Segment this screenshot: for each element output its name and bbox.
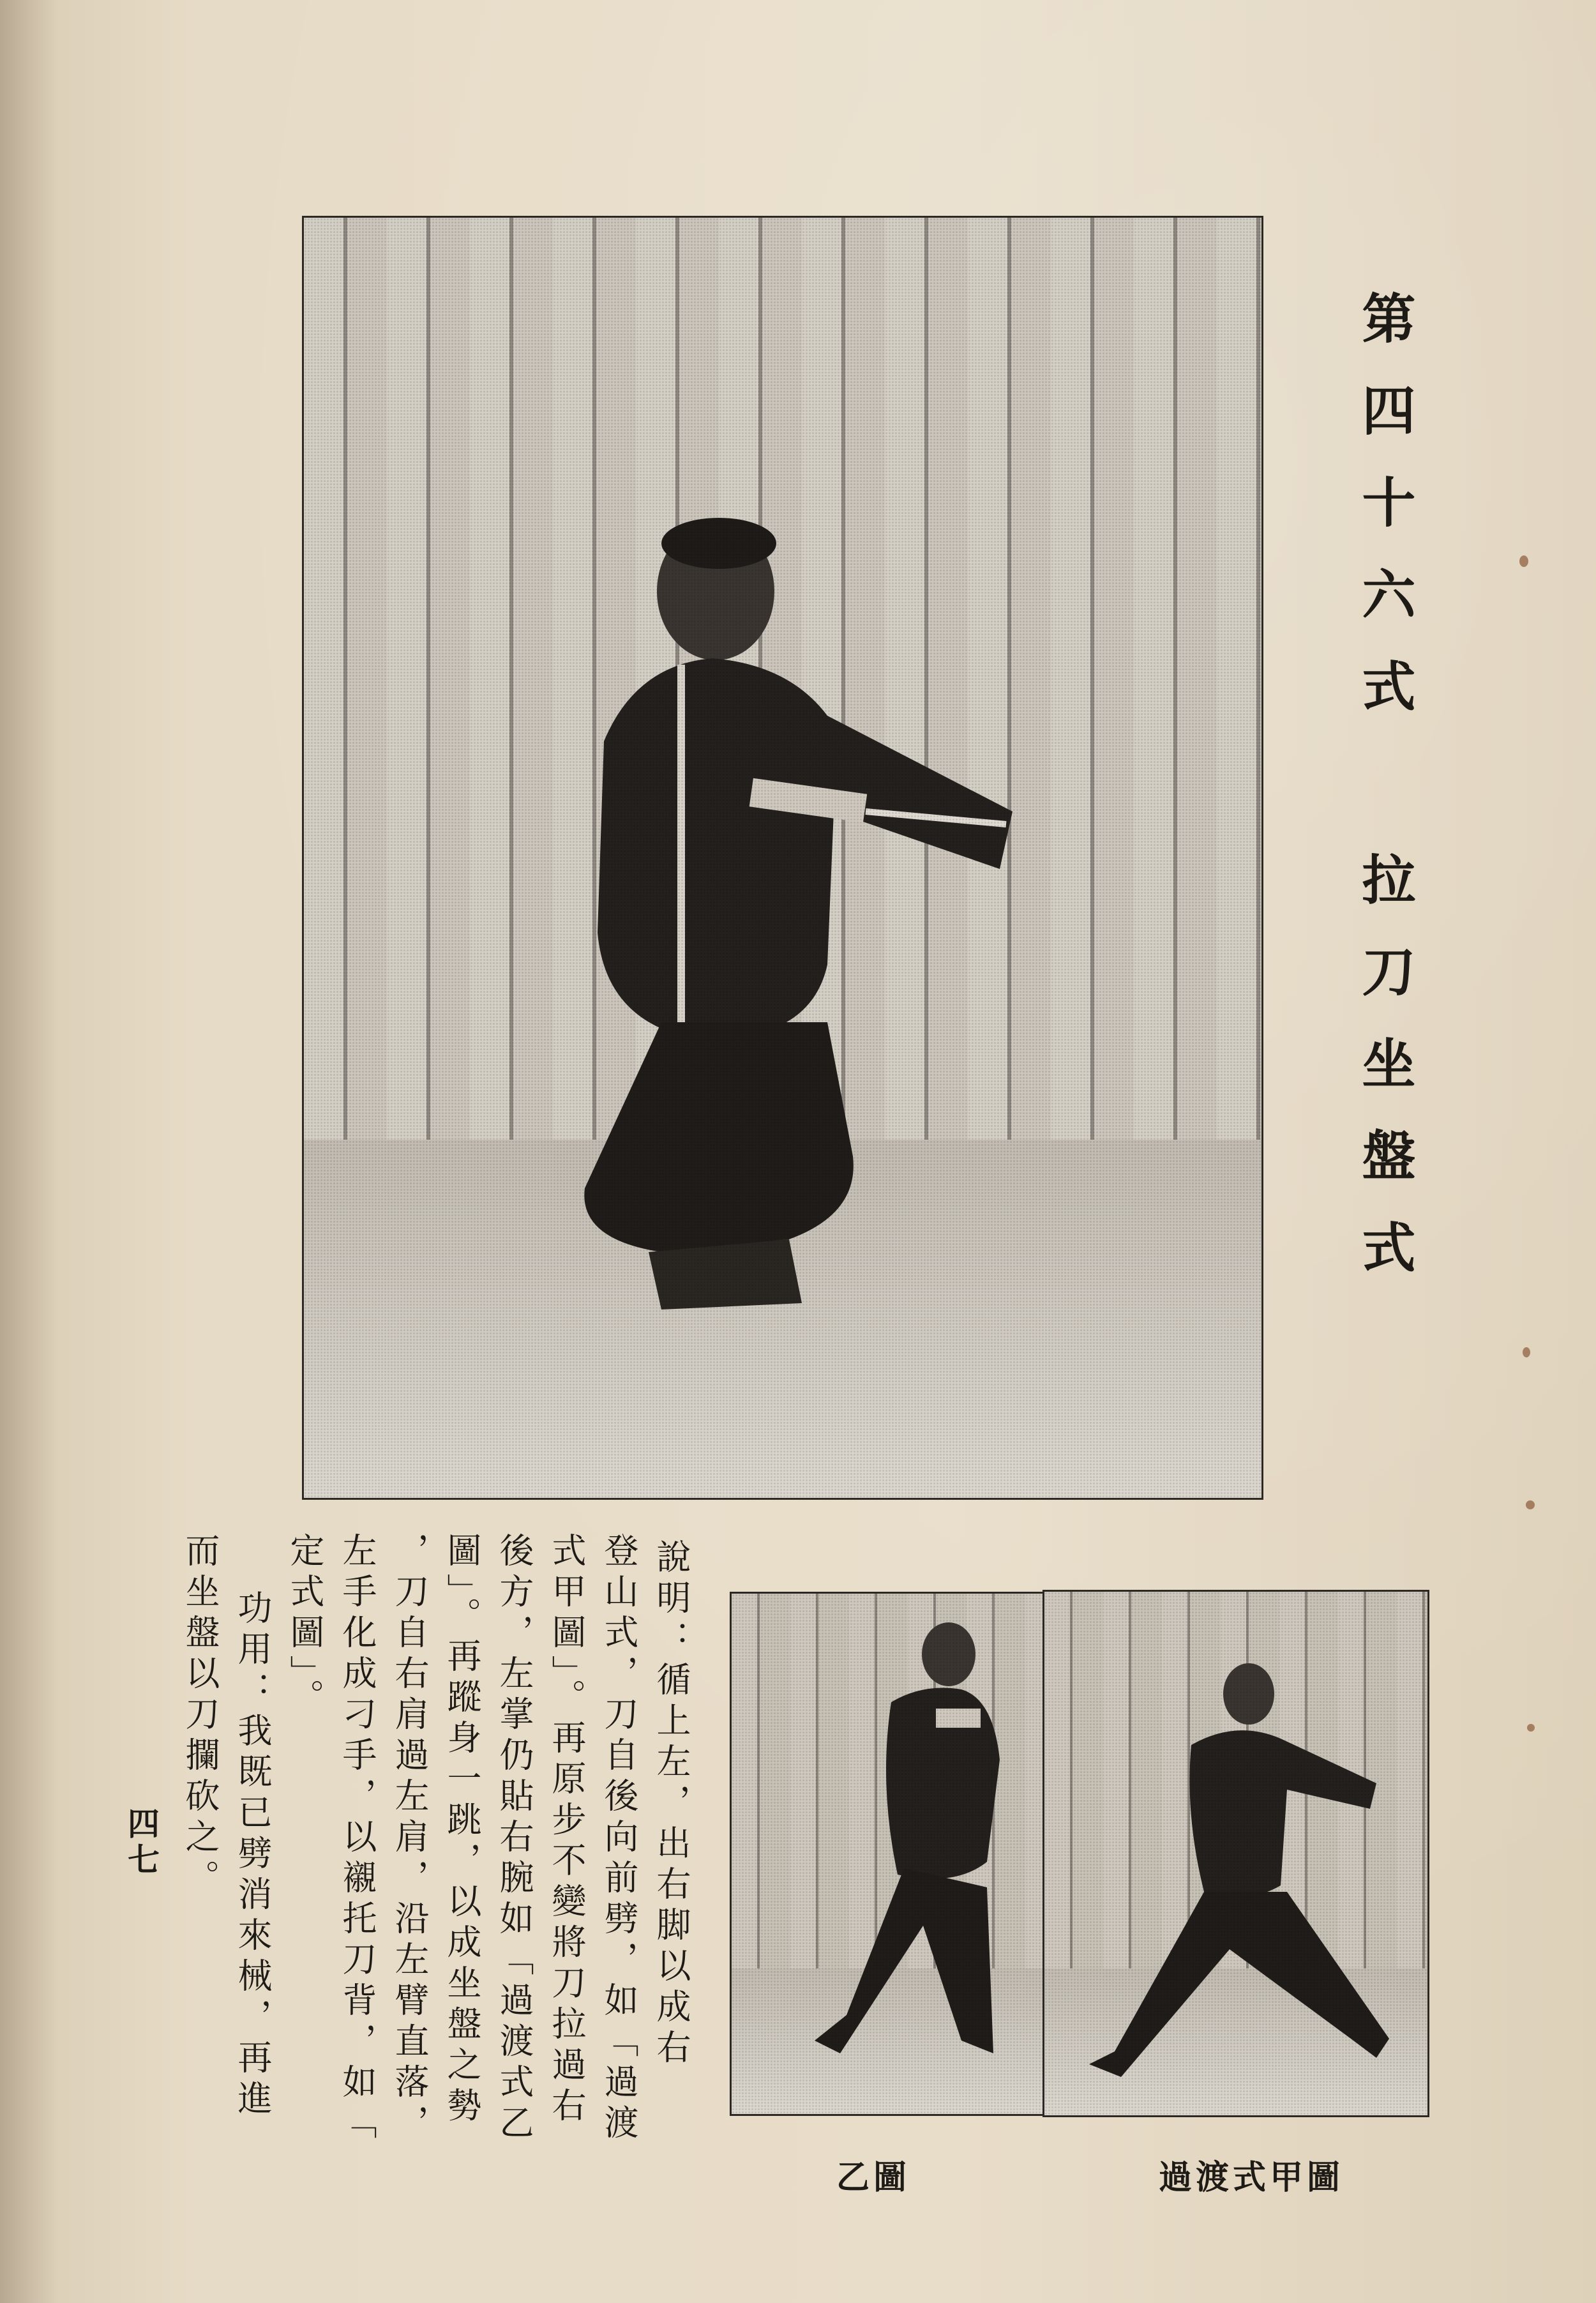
caption-photo-a: 過渡式甲圖 — [1159, 2158, 1344, 2197]
page-title: 第四十六式 拉刀坐盤式 — [1353, 291, 1417, 1311]
description-column-1: 說明：循上左，出右脚以成右 — [651, 1539, 691, 2070]
function-column-2: 而坐盤以刀攔砍之。 — [180, 1532, 220, 1900]
caption-photo-b: 乙圖 — [836, 2158, 911, 2197]
paper-stain — [1526, 1500, 1535, 1509]
description-column-3: 式甲圖」。再原步不變將刀拉過右 — [546, 1532, 587, 2128]
function-column-1: 功用：我既已劈消來械，再進 — [232, 1590, 273, 2121]
description-column-2: 登山式，刀自後向前劈，如「過渡 — [599, 1532, 639, 2145]
description-column-4: 後方，左掌仍貼右腕如「過渡式乙 — [494, 1532, 534, 2145]
photo-a — [1043, 1590, 1429, 2117]
description-column-7: 左手化成刁手，以襯托刀背，如「 — [337, 1532, 377, 2145]
description-column-8: 定式圖」。 — [285, 1532, 325, 1719]
page-number: 四七 — [123, 1807, 160, 1878]
description-column-5: 圖」。再蹤身一跳，以成坐盤之勢 — [442, 1532, 482, 2128]
main-photo — [302, 216, 1263, 1500]
paper-stain — [1519, 555, 1528, 567]
spine-shadow — [0, 0, 57, 2303]
photo-b — [730, 1592, 1046, 2116]
paper-stain — [1527, 1724, 1535, 1732]
description-column-6: ，刀自右肩過左肩，沿左臂直落， — [389, 1532, 430, 2145]
paper-stain — [1523, 1347, 1530, 1357]
